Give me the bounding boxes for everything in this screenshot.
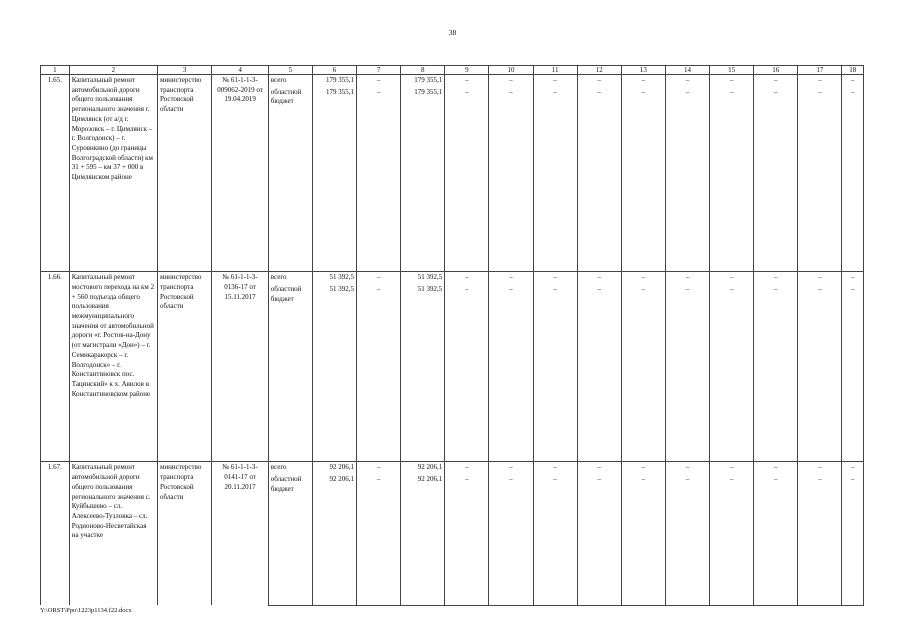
amount-cell: – xyxy=(621,284,665,462)
row-number: 1.67. xyxy=(41,462,70,605)
total-amount: 179 355,1 xyxy=(312,75,356,87)
amount-cell: – xyxy=(842,75,864,87)
amount-cell: – xyxy=(710,272,754,284)
amount-col-8: 92 206,1 xyxy=(401,474,445,605)
column-header: 5 xyxy=(268,66,312,75)
object-name: Капитальный ремонт автомобильной дороги общего пользования регионального значения г. Цимлянск (от а/д г. Морозовск – г. Цимлянск – г. Волгодонск) – г. Суровикино (до границы Волгоградской области) км 31 + 595 – км 37 + 000 в Цимлянском районе xyxy=(69,75,157,272)
column-header: 7 xyxy=(357,66,401,75)
total-amount: 92 206,1 xyxy=(312,462,356,474)
column-number-row xyxy=(41,66,864,75)
column-header: 10 xyxy=(489,66,533,75)
amount-cell: – xyxy=(798,87,842,272)
column-header: 16 xyxy=(754,66,798,75)
page-number: 38 xyxy=(448,28,457,37)
row-number: 1.66. xyxy=(41,272,70,462)
amount-cell: – xyxy=(754,75,798,87)
total-amount: 92 206,1 xyxy=(312,474,356,605)
responsible-org: министерство транспорта Ростовской области xyxy=(157,462,211,605)
amount-col-7: – xyxy=(357,474,401,605)
amount-cell: – xyxy=(710,75,754,87)
column-header: 8 xyxy=(401,66,445,75)
column-header: 12 xyxy=(577,66,621,75)
object-name: Капитальный ремонт мостового перехода на км 2 + 560 подъезда общего пользования межмуниципального значения от автомобильной дороги «г. Ростов-на-Дону (от магистрали «Дон») – г. Семикаракорск – г. Волгодонск» – г. Константиновск пос. Тацинский» к х. Авилов в Константиновском районе xyxy=(69,272,157,462)
amount-cell: – xyxy=(533,284,577,462)
amount-cell: – xyxy=(842,284,864,462)
amount-cell: – xyxy=(577,474,621,605)
amount-cell: – xyxy=(798,474,842,605)
amount-cell: – xyxy=(533,474,577,605)
amount-cell: – xyxy=(489,462,533,474)
amount-cell: – xyxy=(842,272,864,284)
row-number: 1.65. xyxy=(41,75,70,272)
table-row xyxy=(41,272,864,284)
amount-cell: – xyxy=(533,462,577,474)
column-header: 14 xyxy=(665,66,709,75)
amount-cell: – xyxy=(665,462,709,474)
amount-cell: – xyxy=(665,272,709,284)
amount-cell: – xyxy=(665,474,709,605)
amount-cell: – xyxy=(445,474,489,605)
column-header: 18 xyxy=(842,66,864,75)
amount-cell: – xyxy=(489,272,533,284)
amount-cell: – xyxy=(710,87,754,272)
amount-cell: – xyxy=(754,87,798,272)
file-path-footer: Y:\ORST\Ppo\1223p1134.f22.docx xyxy=(40,607,132,614)
amount-cell: – xyxy=(798,272,842,284)
expertise-doc: № 61-1-1-3-009062-2019 от 19.04.2019 xyxy=(212,75,268,272)
amount-cell: – xyxy=(710,474,754,605)
total-amount: 51 392,5 xyxy=(312,284,356,462)
amount-cell: – xyxy=(754,462,798,474)
amount-cell: – xyxy=(754,474,798,605)
funding-source: областной бюджет xyxy=(268,284,312,462)
amount-cell: – xyxy=(842,462,864,474)
amount-col-7: – xyxy=(357,462,401,474)
amount-col-7: – xyxy=(357,284,401,462)
amount-cell: – xyxy=(445,87,489,272)
amount-col-8: 179 355,1 xyxy=(401,75,445,87)
amount-cell: – xyxy=(621,87,665,272)
column-header: 6 xyxy=(312,66,356,75)
amount-cell: – xyxy=(621,462,665,474)
amount-cell: – xyxy=(798,75,842,87)
amount-col-8: 92 206,1 xyxy=(401,462,445,474)
amount-cell: – xyxy=(621,272,665,284)
expertise-doc: № 61-1-1-3-0136-17 от 15.11.2017 xyxy=(212,272,268,462)
amount-cell: – xyxy=(445,284,489,462)
amount-cell: – xyxy=(489,284,533,462)
amount-cell: – xyxy=(842,474,864,605)
amount-col-8: 51 392,5 xyxy=(401,272,445,284)
amount-cell: – xyxy=(533,75,577,87)
amount-cell: – xyxy=(445,75,489,87)
amount-cell: – xyxy=(577,272,621,284)
amount-cell: – xyxy=(577,284,621,462)
column-header: 9 xyxy=(445,66,489,75)
column-header: 1 xyxy=(41,66,70,75)
budget-table xyxy=(40,65,864,606)
funding-source: всего xyxy=(268,462,312,474)
amount-cell: – xyxy=(798,284,842,462)
amount-cell: – xyxy=(577,87,621,272)
amount-cell: – xyxy=(577,75,621,87)
amount-cell: – xyxy=(621,474,665,605)
amount-cell: – xyxy=(665,284,709,462)
funding-source: областной бюджет xyxy=(268,87,312,272)
amount-cell: – xyxy=(445,272,489,284)
total-amount: 51 392,5 xyxy=(312,272,356,284)
amount-col-7: – xyxy=(357,272,401,284)
responsible-org: министерство транспорта Ростовской области xyxy=(157,272,211,462)
column-header: 3 xyxy=(157,66,211,75)
amount-cell: – xyxy=(533,87,577,272)
amount-cell: – xyxy=(665,75,709,87)
amount-cell: – xyxy=(621,75,665,87)
amount-cell: – xyxy=(489,87,533,272)
amount-cell: – xyxy=(842,87,864,272)
amount-cell: – xyxy=(754,284,798,462)
amount-cell: – xyxy=(798,462,842,474)
funding-source: всего xyxy=(268,272,312,284)
column-header: 2 xyxy=(69,66,157,75)
amount-cell: – xyxy=(533,272,577,284)
funding-source: областной бюджет xyxy=(268,474,312,605)
amount-col-7: – xyxy=(357,75,401,87)
column-header: 11 xyxy=(533,66,577,75)
table-row xyxy=(41,462,864,474)
amount-cell: – xyxy=(445,462,489,474)
column-header: 17 xyxy=(798,66,842,75)
funding-source: всего xyxy=(268,75,312,87)
column-header: 15 xyxy=(710,66,754,75)
table-row xyxy=(41,75,864,87)
total-amount: 179 355,1 xyxy=(312,87,356,272)
column-header: 13 xyxy=(621,66,665,75)
amount-cell: – xyxy=(489,474,533,605)
amount-col-8: 51 392,5 xyxy=(401,284,445,462)
amount-cell: – xyxy=(489,75,533,87)
column-header: 4 xyxy=(212,66,268,75)
amount-cell: – xyxy=(577,462,621,474)
amount-col-7: – xyxy=(357,87,401,272)
amount-col-8: 179 355,1 xyxy=(401,87,445,272)
amount-cell: – xyxy=(665,87,709,272)
amount-cell: – xyxy=(710,462,754,474)
object-name: Капитальный ремонт автомобильной дороги общего пользования регионального значения с. Куйбышево – сл. Алексеево-Тузловка – сл. Родионово-Несветайская на участке xyxy=(69,462,157,605)
amount-cell: – xyxy=(710,284,754,462)
expertise-doc: № 61-1-1-3-0141-17 от 20.11.2017 xyxy=(212,462,268,605)
responsible-org: министерство транспорта Ростовской области xyxy=(157,75,211,272)
amount-cell: – xyxy=(754,272,798,284)
